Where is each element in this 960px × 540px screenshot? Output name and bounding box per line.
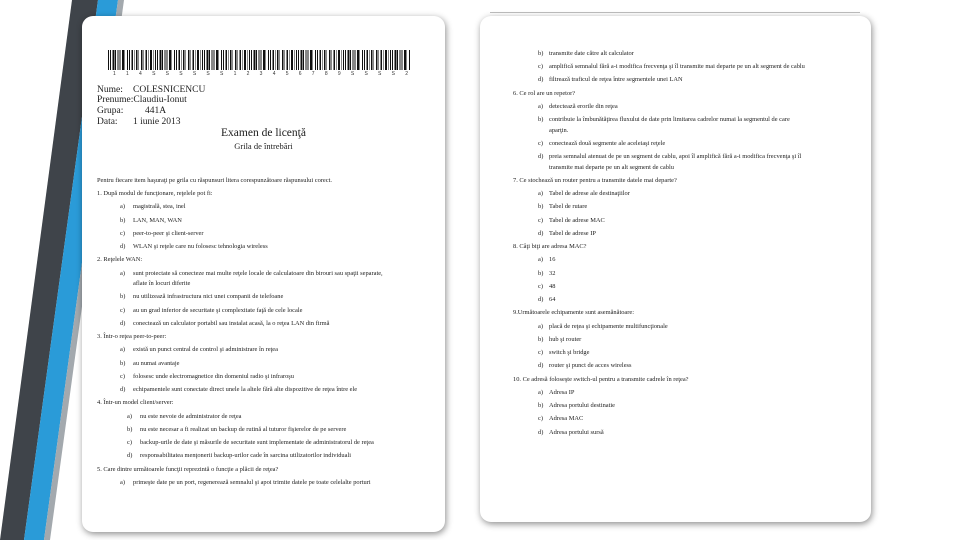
option-letter: b): [127, 425, 133, 433]
option-a: [97, 266, 437, 290]
option-c: [97, 435, 437, 448]
option-b: [513, 266, 863, 279]
question-7: [513, 173, 863, 239]
option-letter: b): [120, 359, 126, 367]
option-letter: d): [538, 296, 544, 303]
option-c: [513, 345, 863, 358]
option-letter: a): [120, 203, 125, 211]
option-text: amplifică semnalul fără a-i modifica frecvenţa şi îl transmite mai departe pe un alt segment de cablu: [549, 63, 805, 70]
student-name-value: COLESNICENCU: [133, 84, 206, 95]
question-text: 6. Ce rol are un repetor?: [513, 89, 576, 97]
option-text: 16: [549, 256, 556, 264]
option-text: nu este necesar a fi realizat un backup de rutină al tuturor fişierelor de pe servere: [140, 425, 347, 433]
question-text: 8. Câţi biţi are adresa MAC?: [513, 243, 587, 250]
question-9: [513, 306, 863, 372]
question-8: [513, 239, 863, 305]
student-firstname-row: [97, 95, 205, 106]
option-letter: b): [538, 49, 544, 57]
option-b: [97, 290, 437, 303]
option-letter: c): [120, 229, 125, 237]
option-c: [513, 213, 863, 226]
option-letter: c): [538, 349, 543, 356]
instructions: Pentru fiecare item haşuraţi pe grila cu răspunsuri litera corespunzătoare răspunsului corect.: [97, 176, 332, 184]
question-1: [97, 186, 437, 252]
option-letter: d): [120, 319, 126, 327]
question-5: [97, 462, 437, 489]
student-firstname-value: Claudiu-Ionut: [133, 95, 187, 106]
option-a: [513, 186, 863, 199]
option-text: router şi punct de acces wireless: [549, 362, 632, 370]
option-c: [513, 59, 863, 72]
option-text: WLAN şi reţele care nu folosesc tehnologia wireless: [133, 243, 268, 250]
option-letter: a): [538, 102, 543, 110]
student-group-label: Grupa:: [97, 106, 124, 116]
option-c: [97, 303, 437, 316]
option-b: [513, 46, 863, 59]
option-text: switch şi bridge: [549, 349, 590, 356]
option-text: responsabilitatea menţonerii backup-urilor cade în sarcina utilizatorilor individuali: [140, 452, 351, 460]
option-text: Adresa IP: [549, 388, 575, 396]
option-text: hub şi router: [549, 335, 582, 343]
option-letter: c): [538, 216, 543, 224]
exam-date-label: Data:: [97, 116, 118, 127]
option-d: [513, 359, 863, 372]
option-letter: a): [120, 478, 125, 486]
option-d: [513, 73, 863, 86]
option-text: Tabel de rutare: [549, 203, 588, 211]
option-text: preia semnalul atenuat de pe un segment de cablu, apoi îl amplifică fără a-i modifica frecvenţa şi îl transmite mai departe pe un alt segment de cablu: [549, 153, 802, 171]
option-a: [513, 253, 863, 266]
exam-date-value: 1 iunie 2013: [133, 116, 181, 127]
option-c: [513, 279, 863, 292]
option-text: conectează două segmente ale aceleiaşi reţele: [549, 139, 666, 147]
option-d: [513, 226, 863, 239]
barcode-digits: 1 1 4 S S S S S S 1 2 3 4 5 6 7 8 9 S S S S 2: [113, 71, 408, 77]
question-6: [513, 86, 863, 173]
option-letter: c): [120, 306, 125, 314]
option-letter: d): [538, 428, 544, 436]
option-letter: b): [538, 402, 544, 409]
option-letter: d): [538, 76, 544, 84]
question-text: 10. Ce adresă foloseşte switch-ul pentru a transmite cadrele în reţea?: [513, 375, 689, 383]
question-4: [97, 396, 437, 462]
option-d: [97, 239, 437, 252]
option-text: peer-to-peer şi client-server: [133, 229, 204, 237]
question-text: 4. Într-un model client/server:: [97, 399, 174, 407]
option-text: echipamentele sunt conectate direct unele la altele fără alte dispozitive de reţea între ele: [133, 386, 358, 393]
question-area-right: [513, 46, 863, 438]
option-b: [97, 356, 437, 369]
document-title: Examen de licenţă: [221, 126, 306, 139]
option-letter: b): [120, 293, 126, 301]
option-text: Tabel de adrese ale destinaţiilor: [549, 190, 630, 197]
option-a: [513, 385, 863, 398]
option-text: placă de reţea şi echipamente multifuncţionale: [549, 322, 668, 330]
option-a: [97, 343, 437, 356]
option-c: [97, 226, 437, 239]
option-c: [513, 412, 863, 425]
barcode: [108, 50, 410, 70]
document-subtitle: Grila de întrebări: [234, 141, 293, 151]
option-a: [97, 475, 437, 488]
question-list-left: [97, 186, 437, 488]
exam-page-left: [82, 16, 445, 532]
option-text: 48: [549, 282, 556, 290]
option-text: există un punct central de control şi administrare în reţea: [133, 346, 278, 354]
student-group-value: 441A: [145, 106, 167, 116]
student-group-row: [97, 106, 205, 117]
option-letter: c): [120, 372, 125, 380]
option-letter: a): [127, 412, 132, 420]
question-2: [97, 253, 437, 330]
option-letter: b): [538, 335, 544, 343]
option-d: [513, 149, 863, 173]
option-c: [97, 369, 437, 382]
student-firstname-label: Prenume:: [97, 95, 134, 106]
option-text: au un grad inferior de securitate şi complexitate faţă de cele locale: [133, 306, 303, 314]
option-text: 64: [549, 296, 556, 303]
option-d: [97, 449, 437, 462]
option-letter: c): [127, 439, 132, 446]
option-b: [513, 200, 863, 213]
option-letter: a): [120, 346, 125, 354]
question-area-left: [97, 173, 437, 488]
option-b: [513, 398, 863, 411]
option-letter: b): [538, 116, 544, 123]
question-10: [513, 372, 863, 438]
option-text: Adresa MAC: [549, 415, 584, 423]
option-text: contribuie la îmbunătăţirea fluxului de date prin limitarea cadrelor numai la segmentul de care aparţin.: [549, 116, 790, 134]
question-text: 2. Reţelele WAN:: [97, 256, 143, 264]
option-a: [97, 409, 437, 422]
question-text: 5. Care dintre următoarele funcţii reprezintă o funcţie a plăcii de reţea?: [97, 465, 279, 473]
option-a: [513, 99, 863, 112]
option-letter: d): [538, 153, 544, 160]
option-c: [513, 136, 863, 149]
option-text: au numai avantaje: [133, 359, 180, 367]
option-d: [513, 292, 863, 305]
option-letter: b): [538, 269, 544, 277]
option-letter: c): [538, 415, 543, 423]
continued-options: [513, 46, 863, 86]
option-text: backup-urile de date şi măsurile de securitate sunt implementate de administratorul de reţea: [140, 439, 374, 446]
option-letter: c): [538, 139, 543, 147]
option-d: [97, 382, 437, 395]
option-text: filtrează traficul de reţea între segmentele unei LAN: [549, 76, 683, 84]
question-text: 3. Într-o reţea peer-to-peer:: [97, 333, 167, 340]
option-text: Adresa portului destinatie: [549, 402, 616, 409]
option-a: [513, 319, 863, 332]
option-b: [97, 422, 437, 435]
option-letter: a): [538, 388, 543, 396]
option-letter: a): [538, 190, 543, 197]
option-text: LAN, MAN, WAN: [133, 216, 182, 224]
option-b: [513, 332, 863, 345]
option-letter: a): [538, 322, 543, 330]
exam-page-right: [480, 16, 871, 522]
option-b: [513, 112, 863, 136]
option-b: [97, 213, 437, 226]
option-text: magistrală, stea, inel: [133, 203, 186, 211]
question-3: [97, 329, 437, 395]
option-letter: a): [538, 256, 543, 264]
option-text: 32: [549, 269, 556, 277]
option-text: sunt proiectate să conecteze mai multe reţele locale de calculatoare din birouri sau spaţii separate, aflate în locuri diferite: [133, 269, 383, 287]
option-letter: d): [127, 452, 133, 460]
option-text: transmite date către alt calculator: [549, 49, 634, 57]
option-d: [97, 316, 437, 329]
option-letter: d): [538, 362, 544, 370]
option-letter: c): [538, 282, 543, 290]
option-text: primeşte date pe un port, regenerează semnalul şi apoi trimite datele pe toate celelalte porturi: [133, 478, 371, 486]
top-divider-line: [490, 12, 860, 13]
option-letter: b): [538, 203, 544, 211]
option-letter: d): [120, 386, 126, 393]
option-text: detectează erorile din reţea: [549, 102, 618, 110]
option-letter: b): [120, 216, 126, 224]
question-list-right: [513, 86, 863, 438]
option-text: Tabel de adrese IP: [549, 229, 596, 237]
option-text: folosesc unde electromagnetice din domeniul radio şi infraroşu: [133, 372, 294, 380]
option-letter: c): [538, 63, 543, 70]
option-text: conectează un calculator portabil sau instalat acasă, la o reţea LAN din firmă: [133, 319, 330, 327]
question-text: 7. Ce stochează un router pentru a transmite datele mai departe?: [513, 176, 677, 184]
student-name-row: [97, 85, 205, 96]
option-text: Adresa portului sursă: [549, 428, 604, 436]
student-info: [97, 85, 205, 128]
question-text: 1. După modul de funcţionare, reţelele pot fi:: [97, 190, 213, 197]
option-letter: a): [120, 269, 125, 277]
option-text: nu utilizează infrastructura nici unei companii de telefoane: [133, 293, 284, 301]
option-text: nu este nevoie de administrator de reţea: [140, 412, 242, 420]
option-d: [513, 425, 863, 438]
option-letter: d): [538, 229, 544, 237]
option-letter: d): [120, 243, 126, 250]
option-a: [97, 200, 437, 213]
question-text: 9.Următoarele echipamente sunt asemănătoare:: [513, 309, 635, 317]
option-text: Tabel de adrese MAC: [549, 216, 605, 224]
student-name-label: Nume:: [97, 84, 123, 95]
